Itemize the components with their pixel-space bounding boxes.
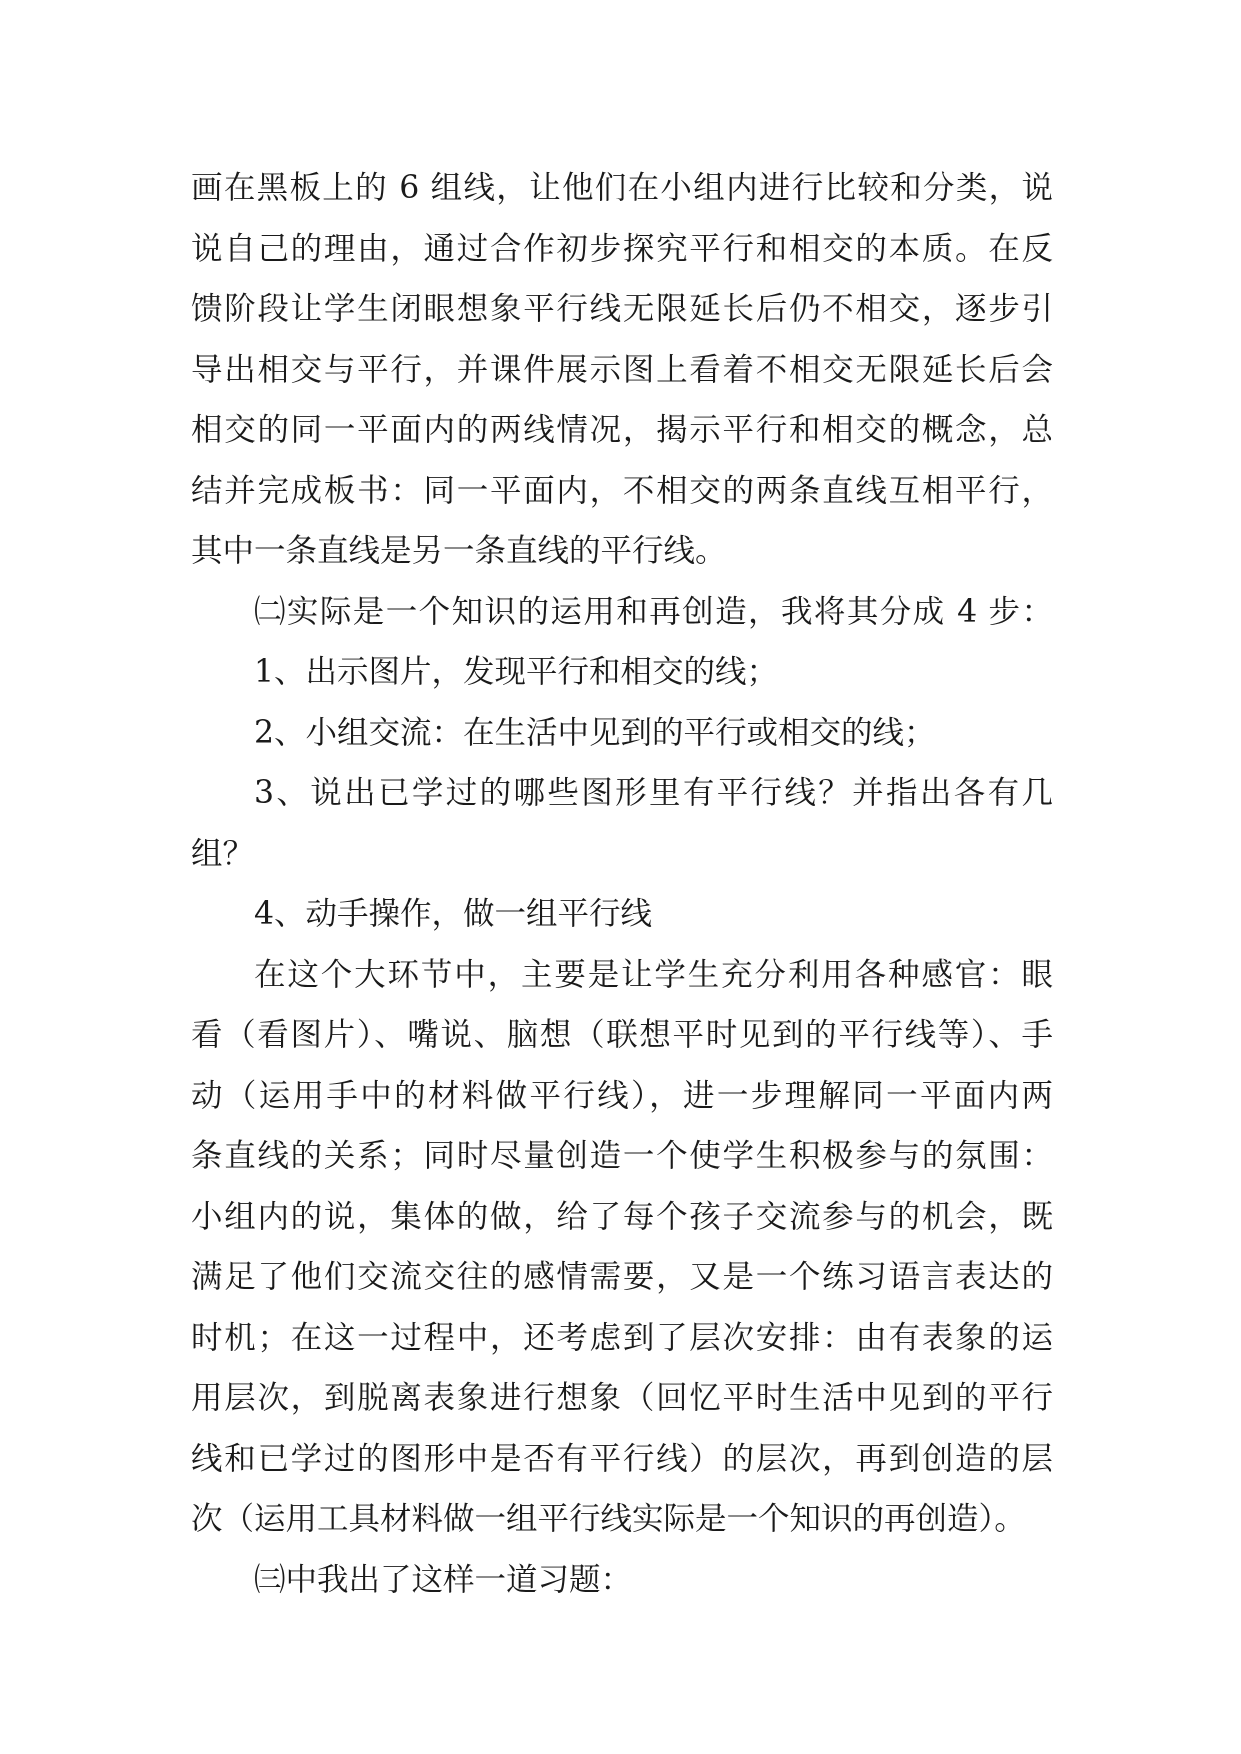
text-line: 条直线的关系；同时尽量创造一个使学生积极参与的氛围： [191,1138,1053,1174]
text-line: 小组内的说，集体的做，给了每个孩子交流参与的机会，既 [191,1198,1053,1235]
text-line: 用层次，到脱离表象进行想象（回忆平时生活中见到的平行 [191,1380,1053,1416]
text-line: 2、小组交流：在生活中见到的平行或相交的线； [254,714,936,751]
text-line: 次（运用工具材料做一组平行线实际是一个知识的再创造）。 [191,1501,1026,1537]
text-line: 4、动手操作，做一组平行线 [254,896,653,932]
text-line: 相交的同一平面内的两线情况，揭示平行和相交的概念，总 [191,412,1053,448]
text-line: 看（看图片）、嘴说、脑想（联想平时见到的平行线等）、手 [191,1017,1053,1053]
paragraph-7 [191,945,1053,1550]
text-line: ㈡实际是一个知识的运用和再创造，我将其分成 4 步： [254,593,1053,630]
paragraph-5 [191,763,1053,884]
text-line: 导出相交与平行，并课件展示图上看着不相交无限延长后会 [191,351,1053,388]
paragraph-8 [191,1550,1053,1611]
paragraph-4 [191,703,1053,764]
text-line: 馈阶段让学生闭眼想象平行线无限延长后仍不相交，逐步引 [191,291,1053,327]
text-line: 画在黑板上的 6 组线，让他们在小组内进行比较和分类，说 [191,170,1053,206]
text-line: 说自己的理由，通过合作初步探究平行和相交的本质。在反 [191,230,1053,267]
text-line: 在这个大环节中，主要是让学生充分利用各种感官：眼 [254,956,1053,993]
text-line: 时机；在这一过程中，还考虑到了层次安排：由有表象的运 [191,1319,1053,1356]
text-line: 1、出示图片，发现平行和相交的线； [254,654,779,690]
text-line: 其中一条直线是另一条直线的平行线。 [191,533,727,569]
text-line: 满足了他们交流交往的感情需要，又是一个练习语言表达的 [191,1259,1053,1295]
paragraph-1 [191,158,1053,582]
text-line: ㈢中我出了这样一道习题： [254,1561,633,1598]
paragraph-3 [191,642,1053,703]
body-text [191,158,1053,1610]
text-line: 线和已学过的图形中是否有平行线）的层次，再到创造的层 [191,1440,1053,1477]
text-line: 动（运用手中的材料做平行线），进一步理解同一平面内两 [191,1077,1053,1114]
text-line: 3、说出已学过的哪些图形里有平行线？并指出各有几 [254,775,1053,811]
text-line: 组？ [191,835,255,872]
paragraph-2 [191,582,1053,643]
text-line: 结并完成板书：同一平面内，不相交的两条直线互相平行， [191,472,1053,509]
paragraph-6 [191,884,1053,945]
